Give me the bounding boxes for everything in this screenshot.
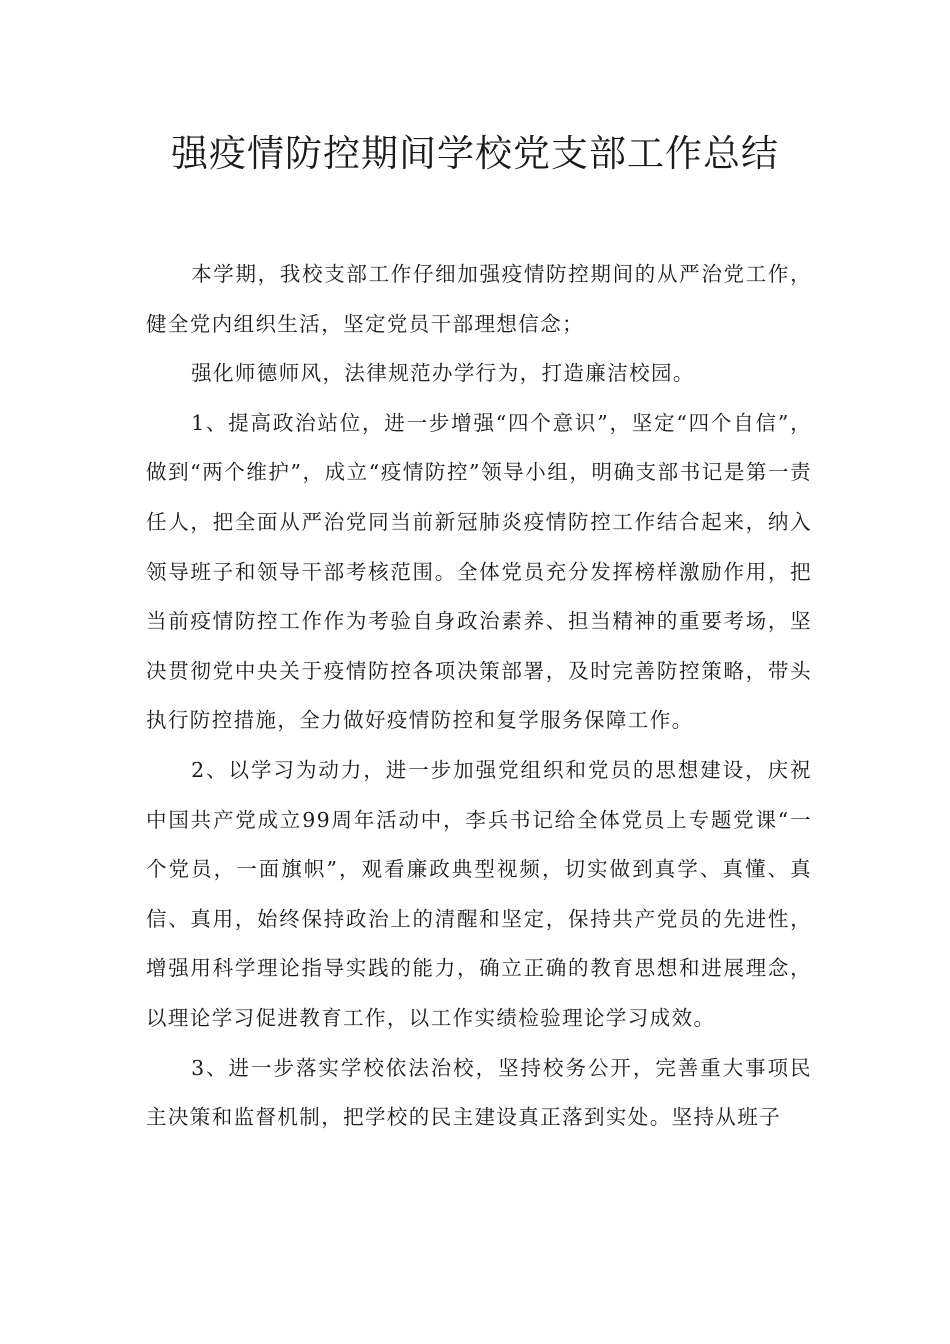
paragraph-item-1: 1、提高政治站位，进一步增强“四个意识”，坚定“四个自信”，做到“两个维护”，成立“疫情防控”领导小组，明确支部书记是第一责任人，把全面从严治党同当前新冠肺炎疫情防控工作结合起来，纳入领导班子和领导干部考核范围。全体党员充分发挥榜样激励作用，把当前疫情防控工作作为考验自身政治素养、担当精神的重要考场，坚决贯彻党中央关于疫情防控各项决策部署，及时完善防控策略，带头执行防控措施，全力做好疫情防控和复学服务保障工作。 (146, 410, 812, 733)
paragraph-intro-continued: 强化师德师风，法律规范办学行为，打造廉洁校园。 (191, 361, 695, 386)
paragraph-item-2: 2、以学习为动力，进一步加强党组织和党员的思想建设，庆祝中国共产党成立99周年活动中，李兵书记给全体党员上专题党课“一个党员，一面旗帜”，观看廉政典型视频，切实做到真学、真懂、真信、真用，始终保持政治上的清醒和坚定，保持共产党员的先进性，增强用科学理论指导实践的能力，确立正确的教育思想和进展理念，以理论学习促进教育工作，以工作实绩检验理论学习成效。 (146, 757, 812, 1030)
paragraph-item-3: 3、进一步落实学校依法治校，坚持校务公开，完善重大事项民主决策和监督机制，把学校的民主建设真正落到实处。坚持从班子 (146, 1055, 812, 1130)
document-body (146, 250, 812, 1143)
document-title: 强疫情防控期间学校党支部工作总结 (171, 132, 779, 175)
paragraph-intro: 本学期，我校支部工作仔细加强疫情防控期间的从严治党工作，健全党内组织生活，坚定党员干部理想信念； (146, 262, 812, 336)
